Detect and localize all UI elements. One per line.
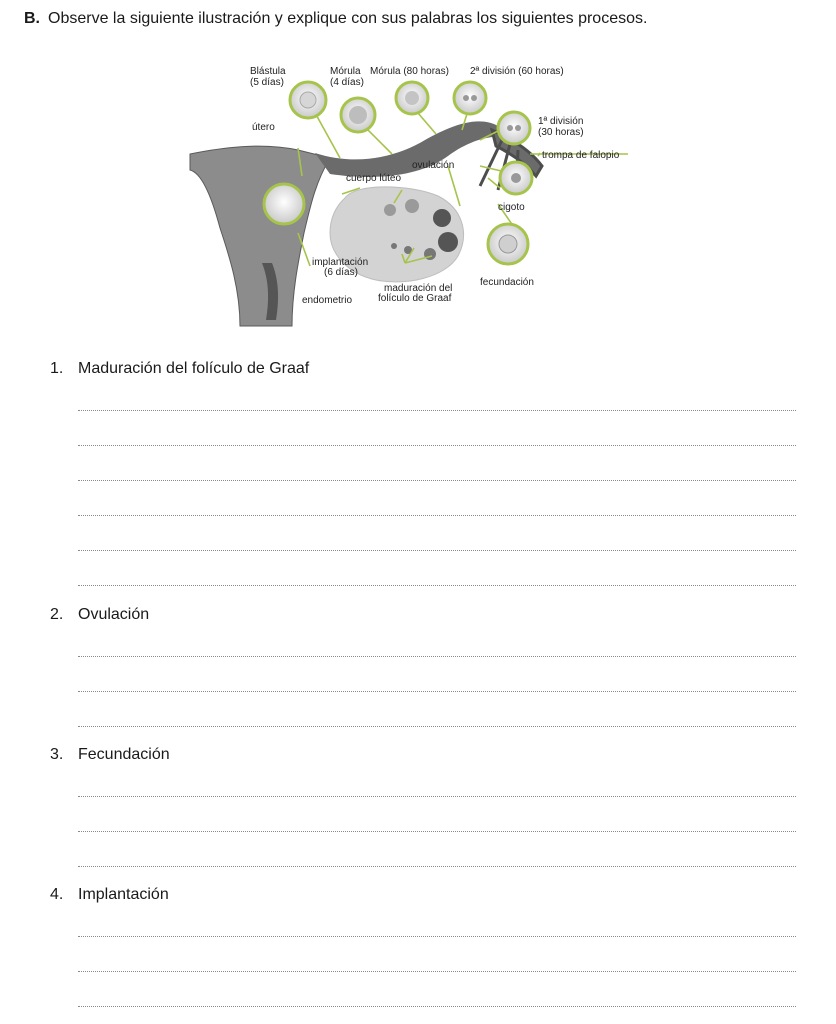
question-1-number: 1. xyxy=(50,360,64,377)
question-4-number: 4. xyxy=(50,886,64,903)
question-2 xyxy=(50,606,149,624)
label-ovulacion: ovulación xyxy=(412,160,455,171)
follicle-3 xyxy=(433,209,451,227)
question-1 xyxy=(50,360,309,378)
answer-line[interactable] xyxy=(78,1006,796,1007)
label-morula80: Mórula (80 horas) xyxy=(370,66,449,77)
label-blastula-2: (5 días) xyxy=(250,77,284,88)
follicle-1 xyxy=(384,204,396,216)
follicle-4 xyxy=(438,232,458,252)
label-implantacion-1: implantación xyxy=(312,257,369,268)
division-1-cell xyxy=(498,112,530,144)
answer-line[interactable] xyxy=(78,796,796,797)
follicle-7 xyxy=(391,243,397,249)
answer-line[interactable] xyxy=(78,656,796,657)
label-morula4-2: (4 días) xyxy=(330,77,364,88)
label-cigoto: cigoto xyxy=(498,202,525,213)
answer-line[interactable] xyxy=(78,691,796,692)
label-cuerpo-luteo: cuerpo lúteo xyxy=(346,173,402,184)
question-3-number: 3. xyxy=(50,746,64,763)
label-division1-2: (30 horas) xyxy=(538,127,584,138)
label-maduracion-2: folículo de Graaf xyxy=(378,293,452,304)
question-4-title: Implantación xyxy=(78,886,169,903)
question-2-number: 2. xyxy=(50,606,64,623)
label-trompa: trompa de falopio xyxy=(542,150,620,161)
label-maduracion-1: maduración del xyxy=(384,283,453,294)
answer-line[interactable] xyxy=(78,585,796,586)
instruction-text: Observe la siguiente ilustración y explique con sus palabras los siguientes procesos. xyxy=(48,10,648,27)
question-4 xyxy=(50,886,169,904)
answer-line[interactable] xyxy=(78,480,796,481)
answer-line[interactable] xyxy=(78,971,796,972)
question-3-title: Fecundación xyxy=(78,746,170,763)
label-utero: útero xyxy=(252,122,275,133)
label-endometrio: endometrio xyxy=(302,295,353,306)
reproduction-figure xyxy=(180,58,650,328)
section-letter: B. xyxy=(24,10,40,27)
answer-line[interactable] xyxy=(78,550,796,551)
question-1-title: Maduración del folículo de Graaf xyxy=(78,360,310,377)
answer-line[interactable] xyxy=(78,831,796,832)
answer-line[interactable] xyxy=(78,866,796,867)
instruction xyxy=(24,10,647,28)
label-implantacion-2: (6 días) xyxy=(324,267,358,278)
label-division2: 2ª división (60 horas) xyxy=(470,66,564,77)
division-2-cell xyxy=(454,82,486,114)
answer-line[interactable] xyxy=(78,445,796,446)
uterus-illustration xyxy=(180,58,650,328)
follicle-2 xyxy=(405,199,419,213)
implanted-embryo xyxy=(264,184,304,224)
label-blastula-1: Blástula xyxy=(250,66,286,77)
label-morula4-1: Mórula xyxy=(330,66,361,77)
answer-line[interactable] xyxy=(78,726,796,727)
label-division1-1: 1ª división xyxy=(538,116,584,127)
question-2-title: Ovulación xyxy=(78,606,150,623)
answer-line[interactable] xyxy=(78,410,796,411)
question-3 xyxy=(50,746,170,764)
answer-line[interactable] xyxy=(78,936,796,937)
label-fecundacion: fecundación xyxy=(480,277,534,288)
answer-line[interactable] xyxy=(78,515,796,516)
